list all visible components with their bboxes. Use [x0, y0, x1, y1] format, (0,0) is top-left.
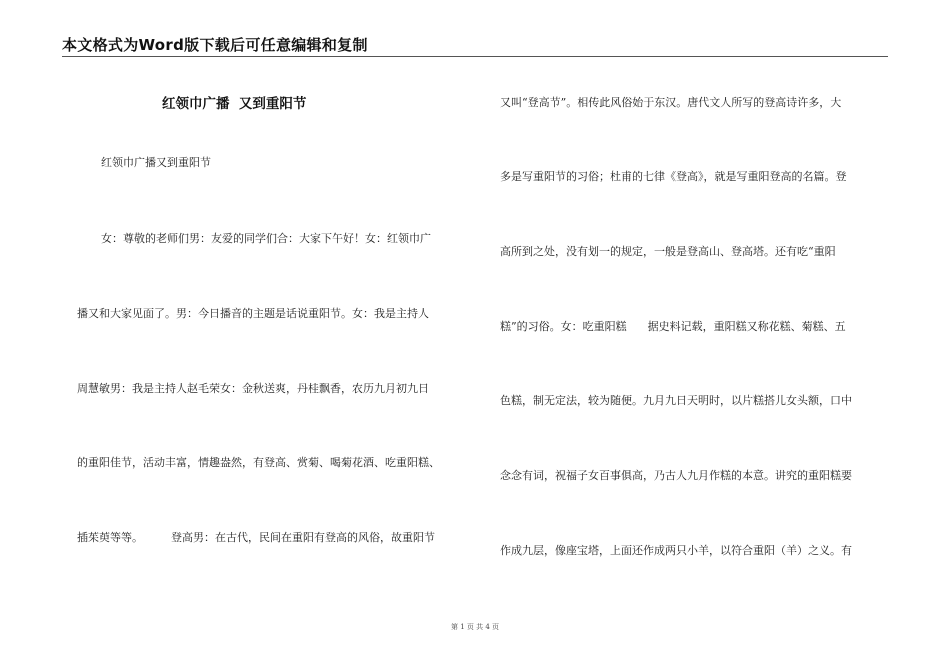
body-line: 高所到之处，没有划一的规定，一般是登高山、登高塔。还有吃“重阳: [500, 245, 836, 258]
document-title: 红领巾广播 又到重阳节: [162, 96, 307, 112]
body-line: 色糕，制无定法，较为随便。九月九日天明时，以片糕搭儿女头额，口中: [500, 394, 852, 407]
body-line: 插茱萸等等。 登高男：在古代，民间在重阳有登高的风俗，故重阳节: [77, 531, 435, 544]
body-line: 作成九层，像座宝塔，上面还作成两只小羊，以符合重阳（羊）之义。有: [500, 544, 852, 557]
page-number: 第 1 页 共 4 页: [450, 623, 500, 631]
header-divider: [62, 56, 888, 57]
body-line: 红领巾广播又到重阳节: [101, 156, 211, 169]
body-line: 糕”的习俗。女：吃重阳糕 据史料记载，重阳糕又称花糕、菊糕、五: [500, 320, 846, 333]
header-banner: 本文格式为Word版下载后可任意编辑和复制: [62, 36, 368, 54]
body-line: 的重阳佳节，活动丰富，情趣盎然，有登高、赏菊、喝菊花酒、吃重阳糕、: [77, 456, 440, 469]
body-line: 多是写重阳节的习俗；杜甫的七律《登高》，就是写重阳登高的名篇。登: [500, 170, 847, 183]
body-line: 女：尊敬的老师们男：友爱的同学们合：大家下午好！女：红领巾广: [101, 232, 431, 245]
body-line: 周慧敏男：我是主持人赵毛荣女：金秋送爽，丹桂飘香，农历九月初九日: [77, 382, 429, 395]
body-line: 又叫“登高节”。相传此风俗始于东汉。唐代文人所写的登高诗许多，大: [500, 96, 842, 109]
body-line: 念念有词，祝福子女百事俱高，乃古人九月作糕的本意。讲究的重阳糕要: [500, 469, 852, 482]
body-line: 播又和大家见面了。男：今日播音的主题是话说重阳节。女：我是主持人: [77, 307, 429, 320]
